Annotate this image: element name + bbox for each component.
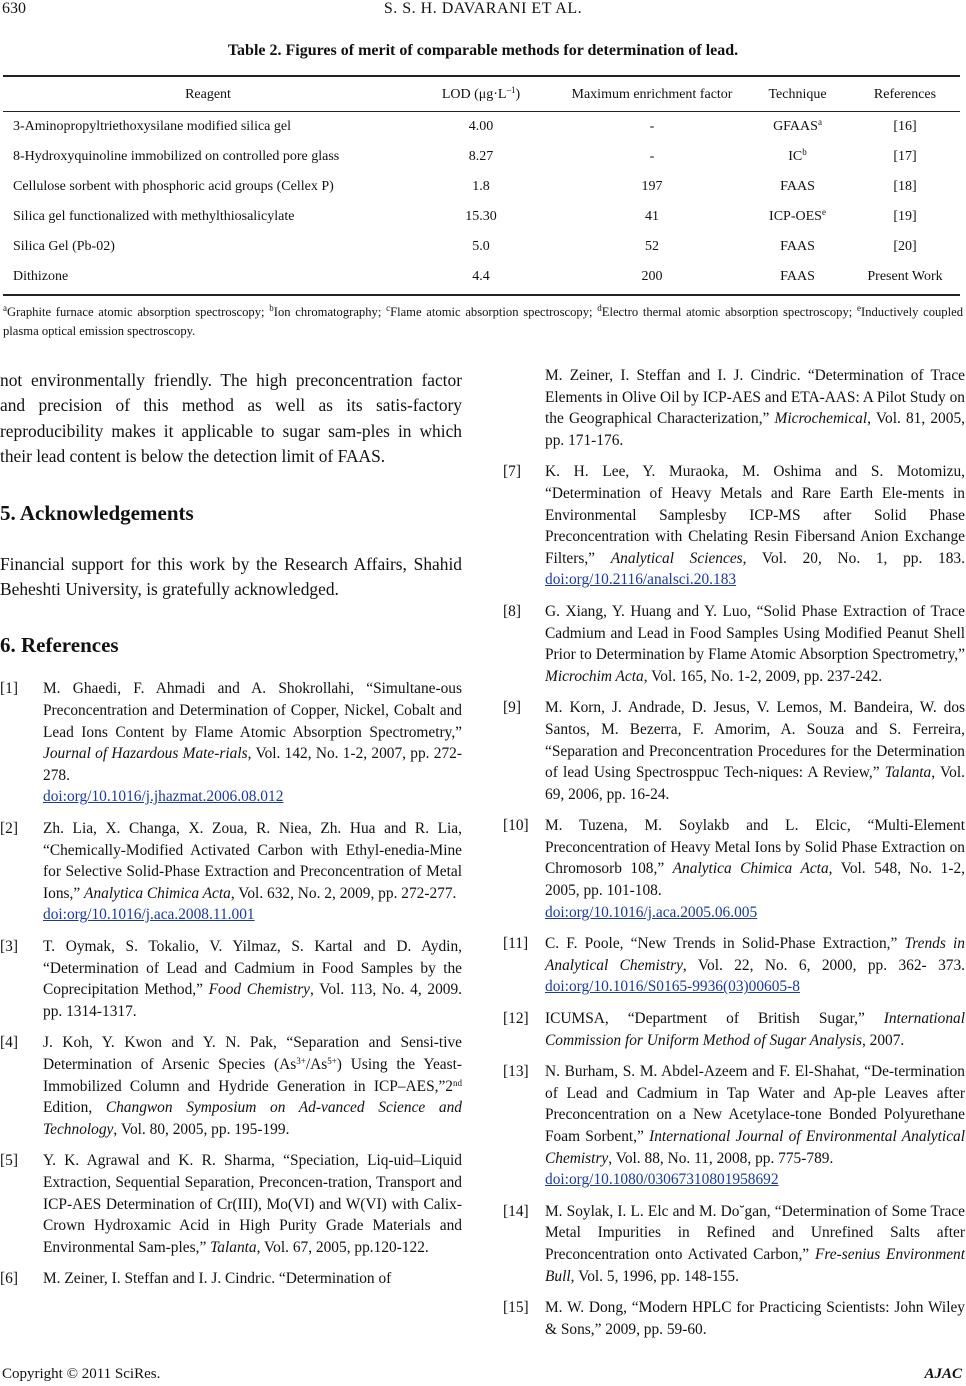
- reference-number: [14]: [503, 1202, 529, 1220]
- reference-number: [9]: [503, 699, 521, 717]
- copyright-footer: Copyright © 2011 SciRes.: [2, 1366, 161, 1382]
- cell-lod: 1.8: [472, 179, 490, 194]
- table-top-rule: [3, 75, 960, 77]
- reference-number: [15]: [503, 1299, 529, 1317]
- cell-factor: 41: [645, 209, 659, 224]
- cell-technique: FAAS: [780, 179, 815, 194]
- right-column: [503, 365, 965, 1340]
- col-header-reagent: Reagent: [185, 87, 231, 102]
- reference-7: [7] K. H. Lee, Y. Muraoka, M. Oshima and S. Motomizu, “Determination of Heavy Metals and Rare Earth Ele-ments in Environmental Samplesby ICP-MS after Solid Phase Preconcentration with Chelating Resin Fibersand Anion Exchange Filters,” Analytical Sciences, Vol. 20, No. 1, pp. 183. doi:org/10.2116/analsci.20.183: [503, 463, 965, 589]
- reference-2: [2] Zh. Lia, X. Changa, X. Zoua, R. Niea, Zh. Hua and R. Lia, “Chemically-Modified Activated Carbon with Ethyl-enedia-Mine for Selective Solid-Phase Extraction and Preconcentration of Metal Ions,” Analytica Chimica Acta, Vol. 632, No. 2, 2009, pp. 272-277. doi:org/10.1016/j.aca.2008.11.001: [0, 820, 462, 924]
- table-row: [3, 262, 960, 292]
- doi-link[interactable]: doi:org/10.1080/03067310801958692: [545, 1171, 779, 1189]
- cell-factor: -: [649, 149, 655, 164]
- cell-factor: -: [649, 119, 655, 134]
- cell-ref: [17]: [893, 149, 917, 164]
- cell-technique: FAAS: [780, 239, 815, 254]
- reference-number: [12]: [503, 1010, 529, 1028]
- cell-ref: Present Work: [867, 269, 943, 284]
- reference-number: [8]: [503, 602, 521, 620]
- reference-number: [2]: [0, 820, 18, 837]
- cell-technique: ICP-OES$^e$: [769, 207, 826, 224]
- cell-reagent: Dithizone: [13, 269, 69, 284]
- reference-number: [1]: [0, 680, 18, 698]
- cell-lod: 4.4: [472, 269, 490, 284]
- col-header-enrichment: Maximum enrichment factor: [571, 87, 733, 102]
- reference-15: [15] M. W. Dong, “Modern HPLC for Practicing Scientists: John Wiley & Sons,” 2009, pp. 59-60.: [503, 1299, 965, 1338]
- cell-lod: 8.27: [468, 149, 494, 164]
- reference-3: [3] T. Oymak, S. Tokalio, V. Yilmaz, S. Kartal and D. Aydin, “Determination of Lead and Cadmium in Food Samples by the Coprecipitation Method,” Food Chemistry, Vol. 113, No. 4, 2009. pp. 1314-1317.: [0, 937, 463, 1020]
- table-row: [3, 142, 960, 172]
- cell-reagent: Cellulose sorbent with phosphoric acid groups (Cellex P): [13, 179, 334, 194]
- running-header-authors: S. S. H. DAVARANI ET AL.: [383, 0, 583, 17]
- acknowledgements-heading: 5. Acknowledgements: [0, 500, 194, 525]
- reference-number: [7]: [503, 463, 521, 481]
- reference-9: [9] M. Korn, J. Andrade, D. Jesus, V. Lemos, M. Bandeira, W. dos Santos, M. Bezerra, F. Amorim, A. Souza and S. Ferreira, “Separation and Preconcentration Procedures for the Determination of lead Using Spectrosppuc Tech-niques: A Review,” Talanta, Vol. 69, 2006, pp. 16-24.: [503, 699, 965, 803]
- figures-of-merit-table: [3, 78, 960, 292]
- reference-14: [14] M. Soylak, I. L. Elc and M. Do˘gan, “Determination of Some Trace Metal Impurities in Refined and Unrefined Salts after Preconcentration onto Activated Carbon,” Fre-senius Environment Bull, Vol. 5, 1996, pp. 148-155.: [503, 1202, 965, 1285]
- table-row: [3, 202, 960, 232]
- doi-link[interactable]: doi:org/10.2116/analsci.20.183: [545, 571, 737, 589]
- table-row: [3, 172, 960, 202]
- acknowledgements-text: Financial support for this work by the Research Affairs, Shahid Beheshti University, is gratefully acknowledged.: [0, 553, 462, 600]
- cell-technique: GFAAS$^a$: [773, 117, 822, 134]
- reference-number: [10]: [503, 817, 529, 835]
- reference-1: [1] M. Ghaedi, F. Ahmadi and A. Shokrollahi, “Simultane-ous Preconcentration and Determination of Copper, Nickel, Cobalt and Lead Ions Content by Flame Atomic Absorption Spectrometry,” Journal of Hazardous Mate-rials, Vol. 142, No. 1-2, 2007, pp. 272-278. doi:org/10.1016/j.jhazmat.2006.08.012: [0, 680, 462, 806]
- table-row: [3, 232, 960, 262]
- table-footnote: $^a$Graphite furnace atomic absorption spectroscopy; $^b$Ion chromatography; $^c$Flame atomic absorption spectroscopy; $^d$Electro thermal atomic absorption spectroscopy; $^e$Inductively coupled plasma optical emission spectroscopy.: [3, 303, 963, 338]
- cell-technique: $IC^b$: [788, 147, 807, 164]
- doi-link[interactable]: doi:org/10.1016/j.aca.2005.06.005: [545, 903, 758, 921]
- cell-reagent: Silica gel functionalized with methylthiosalicylate: [13, 209, 295, 224]
- reference-number: [6]: [0, 1270, 18, 1288]
- col-header-references: References: [873, 87, 937, 102]
- reference-number: [3]: [0, 937, 18, 955]
- cell-ref: [16]: [893, 119, 917, 134]
- reference-12: [12] ICUMSA, “Department of British Sugar,” International Commission for Uniform Method of Sugar Analysis, 2007.: [503, 1010, 965, 1049]
- cell-lod: 4.00: [468, 119, 494, 134]
- conclusion-paragraph: not environmentally friendly. The high preconcentration factor and precision of this method as well as its satis-factory reproducibility makes it applicable to sugar sam-ples in which their lead content is below the detection limit of FAAS.: [0, 370, 462, 467]
- reference-6: [6] M. Zeiner, I. Steffan and I. J. Cindric. “Determination of: [0, 1268, 462, 1290]
- cell-lod: 15.30: [465, 209, 497, 224]
- doi-link[interactable]: doi:org/10.1016/j.aca.2008.11.001: [43, 906, 255, 924]
- cell-ref: [18]: [893, 179, 917, 194]
- col-header-lod: LOD $(\mu g\cdot L^{-1})$: [441, 85, 521, 102]
- table-header-row: [3, 78, 960, 112]
- reference-11: [11] C. F. Poole, “New Trends in Solid-Phase Extraction,” Trends in Analytical Chemistry, Vol. 22, No. 6, 2000, pp. 362- 373. doi:org/10.1016/S0165-9936(03)00605-8: [503, 935, 966, 996]
- table-bottom-rule: [3, 294, 960, 296]
- reference-13: [13] N. Burham, S. M. Abdel-Azeem and F. El-Shahat, “De-termination of Lead and Cadmium in Tap Water and Ap-ple Leaves after Preconcentration on a New Acetylace-tone Bonded Polyurethane Foam Sorbent,” International Journal of Environmental Analytical Chemistry, Vol. 88, No. 11, 2008, pp. 775-789. doi:org/10.1080/03067310801958692: [503, 1063, 965, 1189]
- reference-10: [10] M. Tuzena, M. Soylakb and L. Elcic, “Multi-Element Preconcentration of Heavy Metal Ions by Solid Phase Extraction on Chromosorb 108,” Analytica Chimica Acta, Vol. 548, No. 1-2, 2005, pp. 101-108. doi:org/10.1016/j.aca.2005.06.005: [503, 817, 965, 921]
- references-heading: 6. References: [0, 633, 119, 658]
- table-title: Table 2. Figures of merit of comparable methods for determination of lead.: [227, 42, 739, 59]
- cell-technique: FAAS: [780, 269, 815, 284]
- cell-ref: [20]: [893, 239, 917, 254]
- reference-number: [11]: [503, 935, 529, 953]
- reference-5: [5] Y. K. Agrawal and K. R. Sharma, “Speciation, Liq-uid–Liquid Extraction, Sequential Separation, Preconcen-tration, Transport and ICP-AES Determination of Cr(III), Mo(VI) and W(VI) with Calix-Crown Hydroxamic Acid in High Purity Grade Materials and Environmental Sam-ples,” Talanta, Vol. 67, 2005, pp.120-122.: [0, 1152, 462, 1256]
- reference-6-continued: M. Zeiner, I. Steffan and I. J. Cindric. “Determination of Trace Elements in Olive Oil by ICP-AES and ETA-AAS: A Pilot Study on the Geographical Characterization,” Microchemical, Vol. 81, 2005, pp. 171-176.: [545, 367, 965, 449]
- cell-reagent: 3-Aminopropyltriethoxysilane modified silica gel: [13, 119, 291, 134]
- reference-number: [4]: [0, 1034, 18, 1052]
- journal-abbreviation: AJAC: [924, 1366, 962, 1382]
- cell-factor: 200: [641, 269, 663, 284]
- reference-number: [13]: [503, 1063, 529, 1081]
- page-number: 630: [2, 0, 26, 17]
- cell-lod: 5.0: [472, 239, 490, 254]
- doi-link[interactable]: doi:org/10.1016/S0165-9936(03)00605-8: [545, 978, 800, 996]
- cell-factor: 197: [641, 179, 663, 194]
- table-row: [3, 112, 960, 142]
- cell-ref: [19]: [893, 209, 917, 224]
- cell-factor: 52: [645, 239, 659, 254]
- col-header-technique: Technique: [768, 87, 827, 102]
- reference-number: [5]: [0, 1152, 18, 1170]
- reference-8: [8] G. Xiang, Y. Huang and Y. Luo, “Solid Phase Extraction of Trace Cadmium and Lead in Food Samples Using Modified Peanut Shell Prior to Determination by Flame Atomic Absorption Spectrometry,” Microchim Acta, Vol. 165, No. 1-2, 2009, pp. 237-242.: [503, 602, 965, 685]
- reference-4: [4] J. Koh, Y. Kwon and Y. N. Pak, “Separation and Sensi-tive Determination of Arsenic Species $(As^{3+}/As^{5+})$ Using the Yeast-Immobilized Column and Hydride Generation in ICP–AES,”2nd Edition, Changwon Symposium on Ad-vanced Science and Technology, Vol. 80, 2005, pp. 195-199.: [0, 1034, 462, 1138]
- left-column: [0, 368, 462, 1290]
- doi-link[interactable]: doi:org/10.1016/j.jhazmat.2006.08.012: [43, 788, 284, 806]
- cell-reagent: Silica Gel (Pb-02): [13, 239, 115, 254]
- cell-reagent: 8-Hydroxyquinoline immobilized on controlled pore glass: [13, 149, 340, 164]
